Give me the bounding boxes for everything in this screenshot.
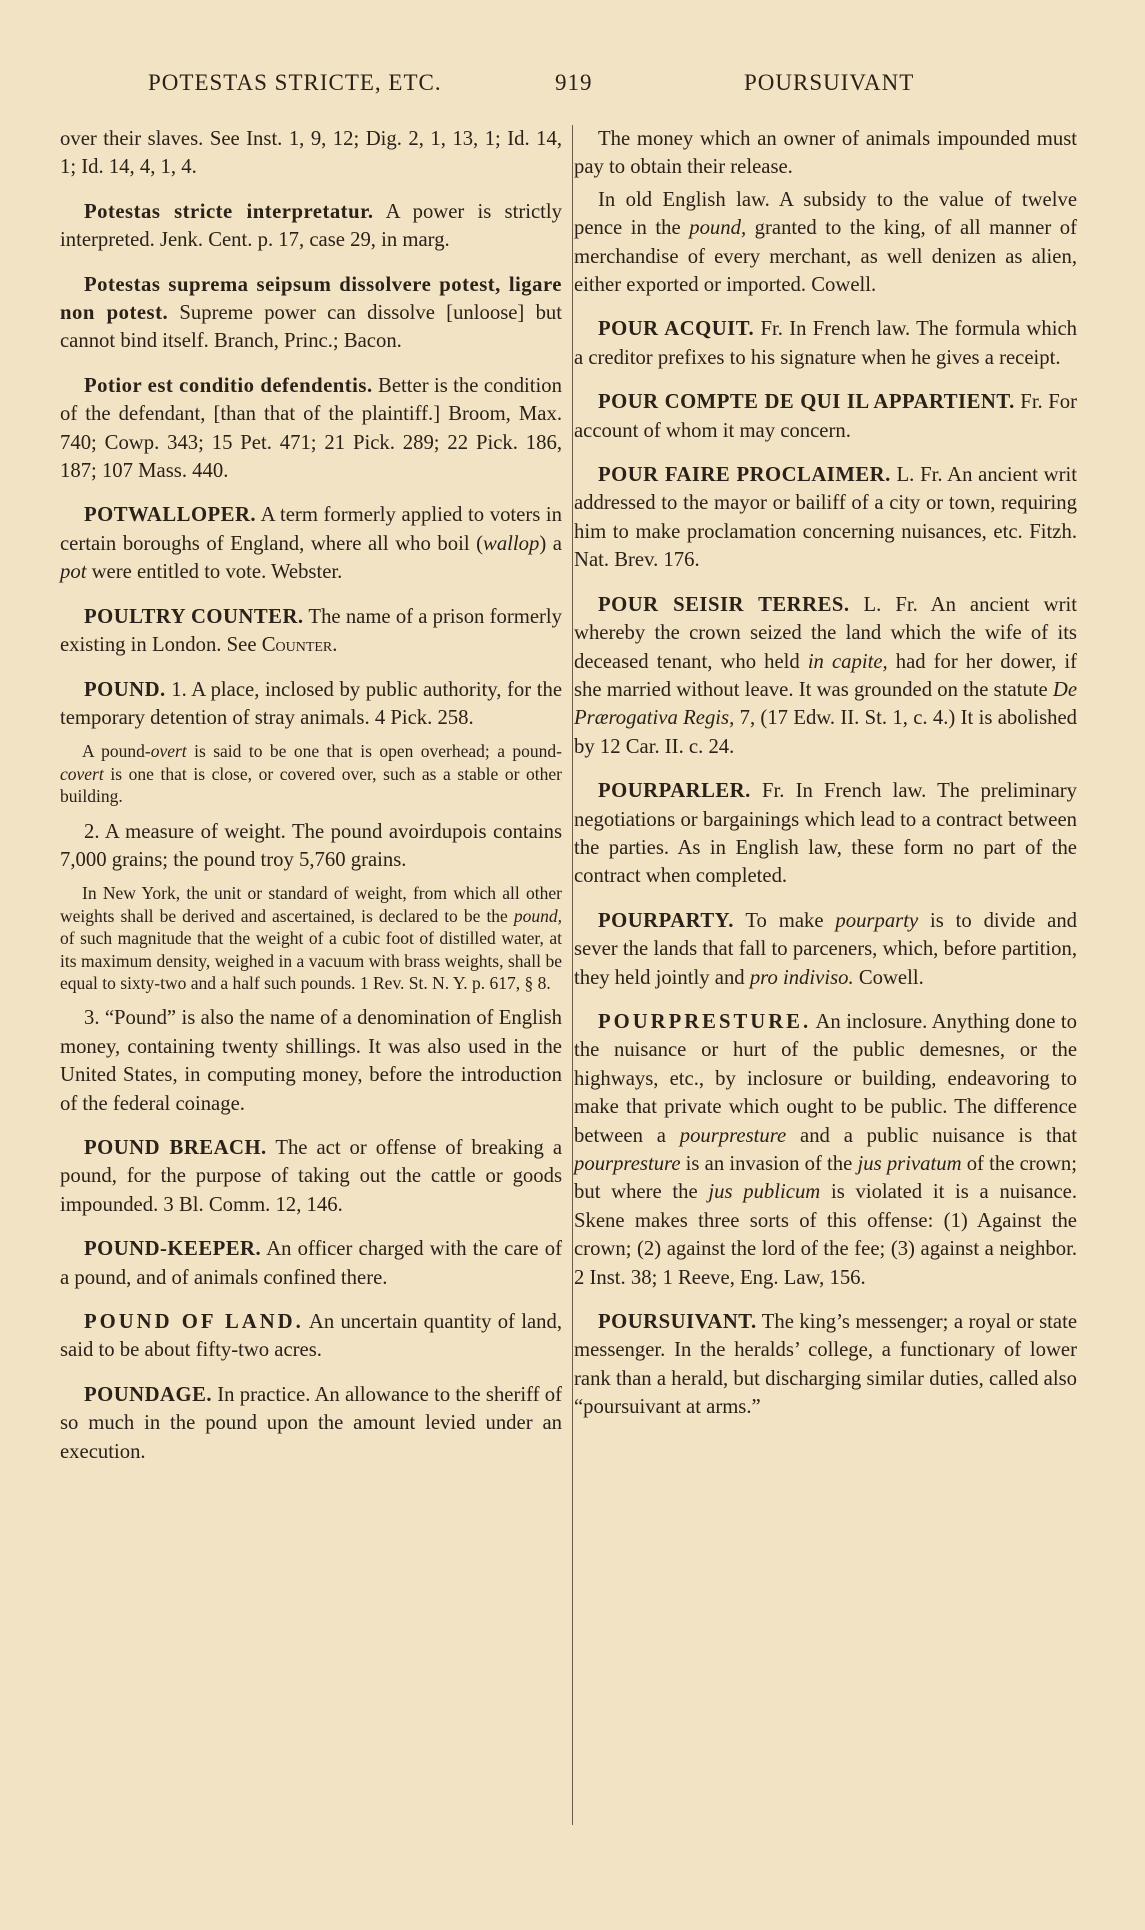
column-divider bbox=[572, 125, 573, 1825]
headword: Potior est conditio defendentis. bbox=[84, 374, 373, 397]
left-column bbox=[60, 125, 562, 1482]
entry-pour-faire-proclaimer: POUR FAIRE PROCLAIMER. L. Fr. An ancient writ addressed to the mayor or bailiff of a city or town, requiring him to make proclamation concerning nuisances, etc. Fitzh. Nat. Brev. 176. bbox=[574, 464, 1077, 572]
entry-pound-breach: POUND BREACH. The act or offense of breaking a pound, for the purpose of taking out the cattle or goods impounded. 3 Bl. Comm. 12, 146. bbox=[60, 1137, 562, 1216]
entry-potwalloper: POTWALLOPER. A term formerly applied to voters in certain boroughs of England, where all who boil (wallop) a pot were entitled to vote. Webster. bbox=[60, 504, 562, 584]
header-right-guideword: POURSUIVANT bbox=[744, 70, 915, 95]
headword: POURPARTY. bbox=[598, 909, 734, 932]
entry-pourparty: POURPARTY. To make pourparty is to divide and sever the lands that fall to parceners, which, before partition, they held jointly and pro indiviso. Cowell. bbox=[574, 909, 1078, 989]
note-new-york-pound: In New York, the unit or standard of weight, from which all other weights shall be derived and ascertained, is declared to be the pound, of such magnitude that the weight of a cubic foot of distilled water, at its maximum density, weighed in a vacuum with brass weights, shall be equal to sixty-two and a half such pounds. 1 Rev. St. N. Y. p. 617, § 8. bbox=[60, 883, 562, 993]
headword: POUR FAIRE PROCLAIMER. bbox=[598, 464, 891, 487]
header-left-guideword: POTESTAS STRICTE, ETC. bbox=[148, 70, 442, 95]
headword: POUR COMPTE DE QUI IL APPARTIENT. bbox=[598, 391, 1015, 414]
entry-potior-est: Potior est conditio defendentis. Better is the condition of the defendant, [than that of the plaintiff.] Broom, Max. 740; Cowp. 343; 15 Pet. 471; 21 Pick. 289; 22 Pick. 186, 187; 107 Mass. 440. bbox=[60, 374, 562, 483]
headword: Potestas suprema seipsum dissolvere potest, ligare non potest. bbox=[60, 273, 562, 325]
headword: Potestas stricte interpretatur. bbox=[84, 200, 374, 223]
note-pound-overt: A pound-overt is said to be one that is open overhead; a pound-covert is one that is close, or covered over, such as a stable or other building. bbox=[60, 741, 562, 807]
entry-poursuivant: POURSUIVANT. The king’s messenger; a royal or state messenger. In the heralds’ college, a functionary of lower rank than a herald, but discharging similar duties, called also “poursuivant at arms.” bbox=[574, 1311, 1077, 1419]
entry-poultry-counter: POULTRY COUNTER. The name of a prison formerly existing in London. See Counter. bbox=[60, 605, 562, 657]
headword: POTWALLOPER. bbox=[84, 504, 257, 527]
headword: POUND BREACH. bbox=[84, 1137, 267, 1159]
headword: POURSUIVANT. bbox=[598, 1311, 757, 1334]
entry-pound-keeper: POUND-KEEPER. An officer charged with the care of a pound, and of animals confined there. bbox=[60, 1238, 562, 1289]
headword: POURPRESTURE. bbox=[598, 1010, 812, 1033]
headword: POUR ACQUIT. bbox=[598, 318, 755, 341]
entry-pound-money: 3. “Pound” is also the name of a denomination of English money, containing twenty shillings. It was also used in the United States, in computing money, before the introduction of the federal coinage. bbox=[60, 1007, 562, 1115]
entry-pour-acquit: POUR ACQUIT. Fr. In French law. The formula which a creditor prefixes to his signature when he gives a receipt. bbox=[574, 318, 1077, 369]
entry-pour-compte: POUR COMPTE DE QUI IL APPARTIENT. Fr. For account of whom it may concern. bbox=[574, 391, 1077, 442]
headword: POUND. bbox=[84, 678, 166, 701]
entry-poundage-continued: The money which an owner of animals impounded must pay to obtain their release. bbox=[574, 128, 1077, 179]
entry-pourpresture: POURPRESTURE. An inclosure. Anything done to the nuisance or hurt of the public demesnes, or the highways, etc., by inclosure or building, endeavoring to make that private which ought to be public. The difference between a pourpresture and a public nuisance is that pourpresture is an invasion of the jus privatum of the crown; but where the jus publicum is violated it is a nuisance. Skene makes three sorts of this offense: (1) Against the crown; (2) against the lord of the fee; (3) against a neighbor. 2 Inst. 38; 1 Reeve, Eng. Law, 156. bbox=[574, 1010, 1078, 1289]
entry-continuation: over their slaves. See Inst. 1, 9, 12; Dig. 2, 1, 13, 1; Id. 14, 1; Id. 14, 4, 1, 4. bbox=[60, 128, 562, 179]
entry-pound: POUND. 1. A place, inclosed by public authority, for the temporary detention of stray animals. 4 Pick. 258. bbox=[60, 678, 562, 729]
cross-reference: Counter. bbox=[261, 634, 338, 657]
headword: POUR SEISIR TERRES. bbox=[598, 593, 850, 616]
entry-pour-seisir-terres: POUR SEISIR TERRES. L. Fr. An ancient writ whereby the crown seized the land which the wife of its deceased tenant, who held in capite, had for her dower, if she married without leave. It was grounded on the statute De Prærogativa Regis, 7, (17 Edw. II. St. 1, c. 4.) It is abolished by 12 Car. II. c. 24. bbox=[574, 593, 1077, 758]
headword: POUNDAGE. bbox=[84, 1383, 213, 1406]
headword: POUND OF LAND. bbox=[84, 1311, 304, 1334]
entry-pound-weight: 2. A measure of weight. The pound avoirdupois contains 7,000 grains; the pound troy 5,760 grains. bbox=[60, 820, 562, 871]
entry-pourparler: POURPARLER. Fr. In French law. The preliminary negotiations or bargainings which lead to a contract between the parties. As in English law, these form no part of the contract when completed. bbox=[574, 780, 1077, 888]
headword: POURPARLER. bbox=[598, 780, 751, 803]
page-number: 919 bbox=[555, 70, 593, 95]
headword: POULTRY COUNTER. bbox=[84, 605, 304, 628]
right-column bbox=[574, 125, 1077, 1438]
entry-potestas-suprema: Potestas suprema seipsum dissolvere potest, ligare non potest. Supreme power can dissolve [unloose] but cannot bind itself. Branch, Princ.; Bacon. bbox=[60, 273, 563, 353]
entry-poundage-old-english: In old English law. A subsidy to the value of twelve pence in the pound, granted to the king, of all manner of merchandise of every merchant, as well denizen as alien, either exported or imported. Cowell. bbox=[574, 188, 1077, 297]
entry-potestas-stricte: Potestas stricte interpretatur. A power is strictly interpreted. Jenk. Cent. p. 17, case 29, in marg. bbox=[60, 200, 563, 252]
entry-pound-of-land: POUND OF LAND. An uncertain quantity of land, said to be about fifty-two acres. bbox=[60, 1311, 562, 1362]
headword: POUND-KEEPER. bbox=[84, 1238, 262, 1261]
entry-poundage: POUNDAGE. In practice. An allowance to the sheriff of so much in the pound upon the amount levied under an execution. bbox=[60, 1383, 562, 1463]
running-header bbox=[60, 70, 1085, 110]
